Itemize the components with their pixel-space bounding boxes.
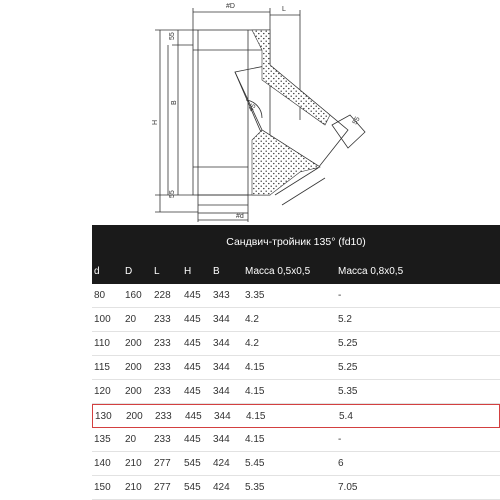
cell: 100 [94, 314, 111, 325]
cell: 5.45 [245, 458, 265, 469]
cell: 6 [338, 458, 344, 469]
cell: 7.05 [338, 482, 358, 493]
cell: 200 [125, 362, 142, 373]
cell: 5.4 [339, 411, 353, 422]
table-title: Сандвич-тройник 135° (fd10) [92, 225, 500, 259]
cell: 5.25 [338, 338, 358, 349]
cell: 4.15 [245, 362, 265, 373]
cell: 344 [213, 314, 230, 325]
cell: 445 [184, 314, 201, 325]
cell: 210 [125, 482, 142, 493]
cell: 233 [155, 411, 172, 422]
column-header: B [213, 266, 220, 277]
cell: 120 [94, 386, 111, 397]
table-row [92, 428, 500, 452]
table-row [92, 332, 500, 356]
cell: - [338, 434, 342, 445]
table-row [92, 356, 500, 380]
label-L: L [282, 6, 286, 13]
column-header: H [184, 266, 192, 277]
cell: 5.25 [338, 362, 358, 373]
label-angle: 45 [247, 102, 258, 113]
cell: 343 [213, 290, 230, 301]
cell: 344 [214, 411, 231, 422]
label-bottom-55: 55 [169, 190, 176, 198]
table-row [92, 380, 500, 404]
cell: 344 [213, 386, 230, 397]
cell: 110 [94, 338, 110, 349]
cell: 20 [125, 314, 137, 325]
cell: 344 [213, 338, 230, 349]
column-header: D [125, 266, 133, 277]
cell: 233 [154, 434, 171, 445]
cell: 233 [154, 314, 171, 325]
cell: 545 [184, 458, 201, 469]
cell: 150 [94, 482, 111, 493]
column-header: Масса 0,8х0,5 [338, 266, 404, 277]
cell: 228 [154, 290, 171, 301]
label-H: H [152, 119, 159, 125]
cell: 3.35 [245, 290, 265, 301]
cell: 344 [213, 434, 230, 445]
tee-technical-drawing [0, 0, 500, 225]
cell: 445 [184, 290, 201, 301]
cell: 445 [185, 411, 202, 422]
label-bottom-diameter: #d [236, 213, 244, 220]
cell: 4.15 [245, 434, 265, 445]
cell: 135 [94, 434, 111, 445]
cell: 200 [126, 411, 143, 422]
cell: 130 [95, 411, 112, 422]
cell: 445 [184, 338, 201, 349]
table-header-row [92, 259, 500, 284]
table-row [92, 308, 500, 332]
cell: 5.2 [338, 314, 352, 325]
cell: 160 [125, 290, 142, 301]
cell: 233 [154, 386, 171, 397]
cell: 233 [154, 338, 171, 349]
cell: 445 [184, 386, 201, 397]
table-row [92, 452, 500, 476]
cell: 277 [154, 482, 171, 493]
cell: 115 [94, 362, 110, 373]
cell: 545 [184, 482, 201, 493]
cell: 344 [213, 362, 230, 373]
table-row [92, 476, 500, 500]
cell: 233 [154, 362, 171, 373]
cell: 424 [213, 482, 230, 493]
label-B: B [171, 100, 178, 105]
cell: 4.2 [245, 314, 259, 325]
column-header: d [94, 266, 100, 277]
cell: 4.15 [245, 386, 265, 397]
cell: 200 [125, 386, 142, 397]
cell: 277 [154, 458, 171, 469]
cell: 445 [184, 434, 201, 445]
cell: 140 [94, 458, 111, 469]
cell: 4.2 [245, 338, 259, 349]
cell: 20 [125, 434, 137, 445]
cell: 4.15 [246, 411, 266, 422]
label-top-diameter: #D [226, 3, 235, 10]
cell: 80 [94, 290, 106, 301]
cell: - [338, 290, 342, 301]
cell: 5.35 [245, 482, 265, 493]
table-row-highlighted [92, 404, 500, 428]
label-branch-55: 55 [351, 115, 362, 126]
cell: 424 [213, 458, 230, 469]
cell: 200 [125, 338, 142, 349]
table-body [92, 284, 500, 500]
column-header: Масса 0,5х0,5 [245, 266, 311, 277]
column-header: L [154, 266, 160, 277]
table-row [92, 284, 500, 308]
label-top-55: 55 [169, 32, 176, 40]
cell: 210 [125, 458, 142, 469]
cell: 5.35 [338, 386, 358, 397]
cell: 445 [184, 362, 201, 373]
